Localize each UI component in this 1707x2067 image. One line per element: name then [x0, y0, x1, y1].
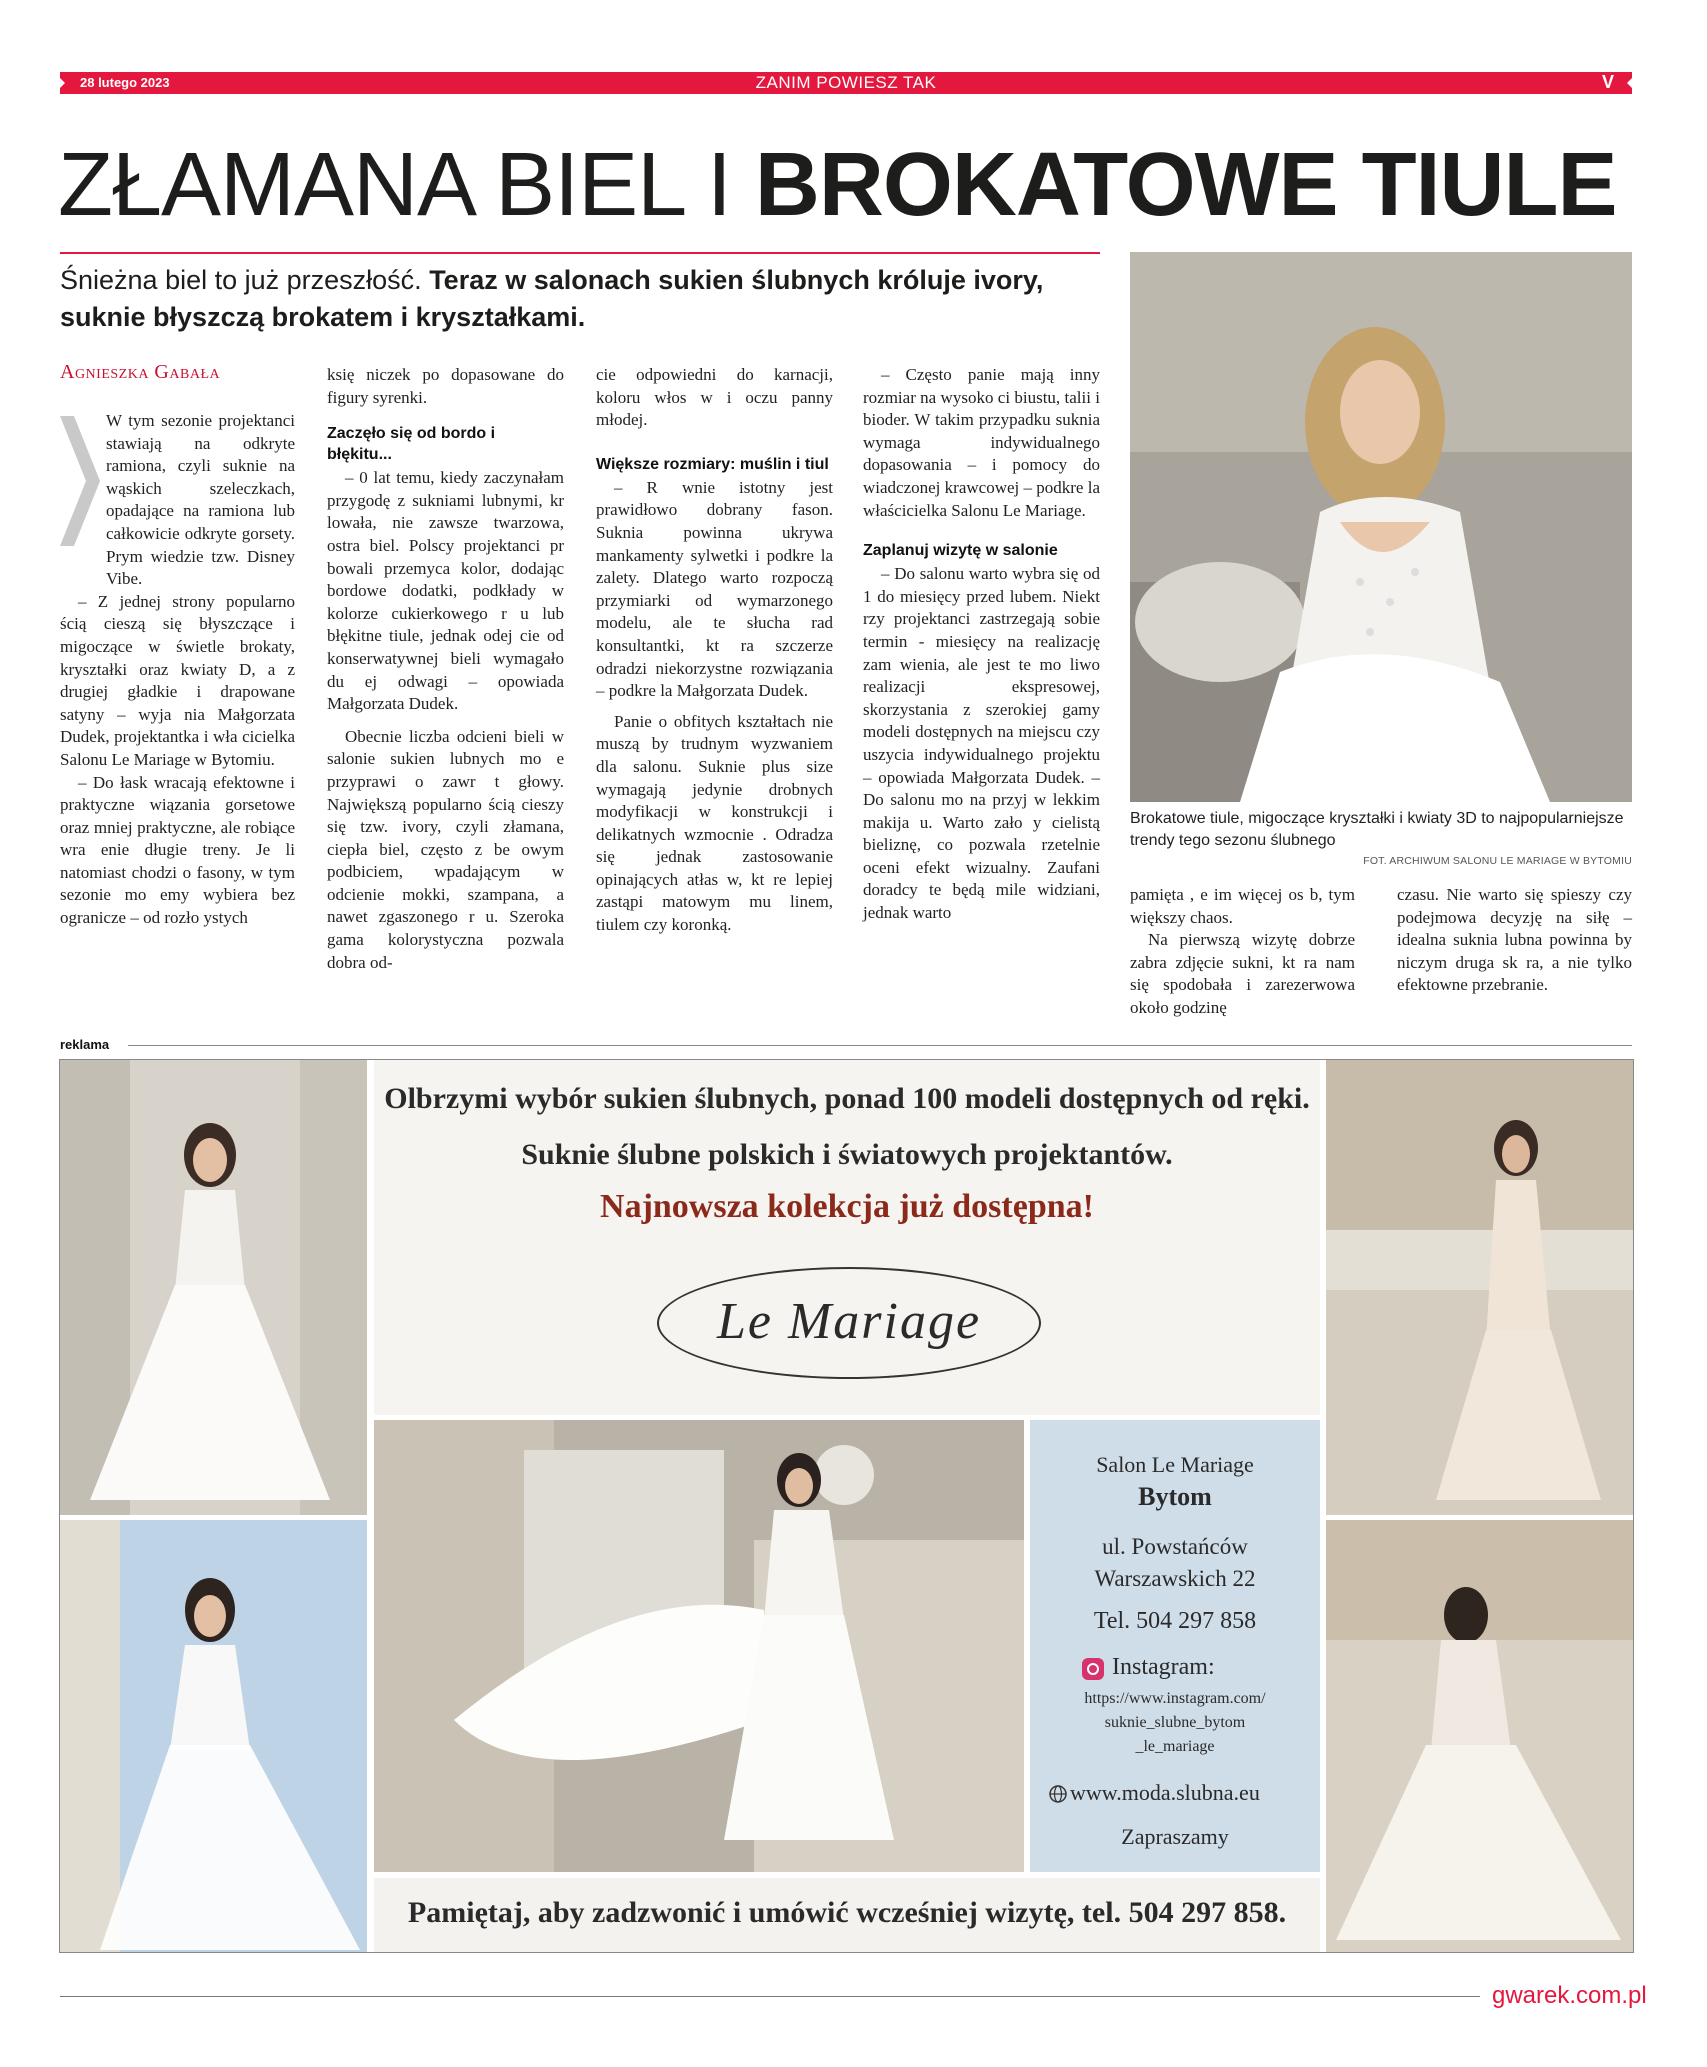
- paragraph: – Do salonu warto wybra się od 1 do miesięcy przed lubem. Niekt rzy projektanci zastrzegają sobie termin - miesięcy na realizację zam wienia, ale jest te mo liwo realizacji ekspresowej, skorzystania z szerokiej gamy modeli dostępnych na miejscu czy uszycia indywidualnego projektu – opowiada Małgorzata Dudek. – Do salonu mo na przyj w lekkim makija u. Warto zało y cielistą bieliznę, co pozwala rzetelnie oceni efekt wizualny. Zaufani doradcy te będą mile widziani, jednak warto: [863, 564, 1100, 923]
- ad-line-2: Suknie ślubne polskich i światowych projektantów.: [521, 1138, 1173, 1171]
- paragraph: czasu. Nie warto się spieszy czy podejmowa decyzję na siłę – idealna suknia lubna powinna by niczym druga sk ra, a nie tylko efektowne przebranie.: [1397, 885, 1632, 995]
- footer-rule: [60, 1996, 1480, 1997]
- section-header-bar: [60, 72, 1632, 94]
- advertisement: [59, 1059, 1634, 1953]
- paragraph: Panie o obfitych kształtach nie muszą by trudnym wyzwaniem dla salonu. Suknie plus size wymagają jedynie drobnych modyfikacji w konstrukcji i delikatnych wzmocnie . Odradza się jednak zastosowanie opinających atłas w, kt re lepiej zastąpi matowym mu linem, tiulem czy koronką.: [596, 711, 833, 935]
- ad-line-3: Najnowsza kolekcja już dostępna!: [600, 1188, 1094, 1225]
- paragraph: Obecnie liczba odcieni bieli w salonie sukien lubnych mo e przyprawi o zawr t głowy. Największą popularno ścią cieszy się tzw. ivory, czyli złamana, ciepła biel, często z be owym podbiciem, wpadającym w odcienie mokki, szampana, a nawet zgaszonego r u. Szeroka gama kolorystyczna pozwala dobra od-: [327, 726, 564, 972]
- ad-invite: Zapraszamy: [1121, 1824, 1229, 1849]
- article-column-2: [327, 364, 564, 974]
- article-column-6: [1397, 884, 1632, 997]
- photo-credit: FOT. ARCHIWUM SALONU LE MARIAGE W BYTOMIU: [1363, 855, 1632, 867]
- instagram-icon: [1082, 1658, 1104, 1680]
- lead-bold: Teraz w salonach sukien ślubnych króluje ivory, suknie błyszczą brokatem i kryształkami.: [60, 265, 1044, 332]
- paragraph: – Często panie mają inny rozmiar na wysoko ci biustu, talii i bioder. W takim przypadku suknia wymaga indywidualnego dopasowania – i pomocy do wiadczonej krawcowej – podkre la właścicielka Salonu Le Mariage.: [863, 365, 1100, 520]
- ad-city: Bytom: [1138, 1482, 1212, 1511]
- issue-date: 28 lutego 2023: [80, 75, 170, 90]
- ad-phone: Tel. 504 297 858: [1093, 1608, 1257, 1634]
- ad-footer-text: Pamiętaj, aby zadzwonić i umówić wcześniej wizytę, tel. 504 297 858.: [407, 1896, 1287, 1929]
- paragraph: – R wnie istotny jest prawidłowo dobrany fason. Suknia powinna ukrywa mankamenty sylwetki i podkre la zalety. Dlatego warto rozpoczą przymiarki od wymarzonego modelu, ale te słucha rad konsultantki, kt ra szczerze odradzi niekorzystne rozwiązania – podkre la Małgorzata Dudek.: [596, 477, 833, 701]
- subheading: Większe rozmiary: muślin i tiul: [596, 455, 829, 473]
- paragraph: W tym sezonie projektanci stawiają na odkryte ramiona, czyli suknie na wąskich szeleczkach, opadające na ramiona lub całkowicie odkryte gorsety. Prym wiedzie tzw. Disney Vibe.: [106, 411, 295, 589]
- author-byline: Agnieszka Gabała: [60, 361, 221, 383]
- ad-line-1: Olbrzymi wybór sukien ślubnych, ponad 100 modeli dostępnych od ręki.: [384, 1082, 1310, 1115]
- bride-photo-image: [1130, 252, 1632, 802]
- page-number: V: [1601, 72, 1614, 92]
- article-column-1: [60, 410, 295, 930]
- ad-label-rule: [128, 1045, 1632, 1046]
- ad-label: reklama: [60, 1037, 110, 1052]
- paragraph: – Do łask wracają efektowne i praktyczne wiązania gorsetowe oraz mniej praktyczne, ale robiące wra enie długie treny. Je li natomiast chodzi o fasony, w tym sezonie mo emy wybiera bez ogranicze – od rozło ystych: [60, 772, 295, 928]
- ad-photo-bride-3: [1326, 1060, 1633, 1515]
- globe-icon: [1048, 1784, 1068, 1804]
- paragraph: pamięta , e im więcej os b, tym większy chaos.: [1130, 885, 1355, 927]
- lead-divider: [60, 252, 1100, 254]
- ad-instagram-url-3[interactable]: _le_mariage: [1135, 1738, 1215, 1755]
- paragraph: cie odpowiedni do karnacji, koloru włos w i oczu panny młodej.: [596, 365, 833, 430]
- ad-photo-bride-main: [374, 1420, 1024, 1872]
- subheading: Zaplanuj wizytę w salonie: [863, 542, 1058, 560]
- bride-photo: [1130, 252, 1632, 802]
- article-lead: [60, 262, 1100, 336]
- subheading: Zaczęło się od bordo i błękitu...: [327, 425, 496, 464]
- paragraph: – Z jednej strony popularno ścią cieszą się błyszczące i migoczące w świetle brokaty, kryształki oraz kwiaty D, a z drugiej gładkie i drapowane satyny – wyja nia Małgorzata Dudek, projektantka i wła cicielka Salonu Le Mariage w Bytomiu.: [60, 591, 295, 769]
- site-url[interactable]: gwarek.com.pl: [1492, 1982, 1647, 2009]
- ad-street-1: ul. Powstańców: [1102, 1534, 1248, 1559]
- ad-website[interactable]: www.moda.slubna.eu: [1070, 1780, 1260, 1805]
- article-column-3: [596, 364, 833, 937]
- ad-photo-bride-4: [1326, 1520, 1633, 1952]
- article-headline: [58, 135, 1617, 235]
- ad-footer-strip: [374, 1878, 1320, 1952]
- article-column-5: [1130, 884, 1355, 1020]
- headline-bold: BROKATOWE TIULE: [754, 135, 1617, 235]
- ad-instagram-url-2[interactable]: suknie_slubne_bytom: [1104, 1714, 1246, 1731]
- ad-salon-name: Salon Le Mariage: [1096, 1452, 1254, 1477]
- paragraph: Na pierwszą wizytę dobrze zabra zdjęcie sukni, kt ra nam się spodobała i zarezerwowa około godzinę: [1130, 930, 1355, 1017]
- ad-street-2: Warszawskich 22: [1094, 1566, 1256, 1591]
- headline-light: ZŁAMANA BIEL I: [58, 135, 755, 235]
- paragraph: księ niczek po dopasowane do figury syrenki.: [327, 365, 564, 407]
- ad-instagram-label: Instagram:: [1112, 1654, 1215, 1680]
- ad-headline-panel: [374, 1060, 1320, 1415]
- photo-caption: Brokatowe tiule, migoczące kryształki i kwiaty 3D to najpopularniejsze trendy tego sezonu ślubnego: [1130, 810, 1624, 849]
- ad-photo-bride-2: [60, 1520, 367, 1952]
- section-title: ZANIM POWIESZ TAK: [755, 73, 937, 92]
- bar-notch-right: [1627, 76, 1634, 90]
- ad-contact-panel: [1030, 1420, 1320, 1872]
- ad-instagram-url-1[interactable]: https://www.instagram.com/: [1084, 1690, 1266, 1707]
- paragraph: – 0 lat temu, kiedy zaczynałam przygodę z sukniami lubnymi, kr lowała, nie zawsze twarzowa, ostra biel. Polscy projektanci pr bowali przemyca kolor, dodając bordowe dodatki, podkłady w kolorze cukierkowego r u lub błękitne tiule, jednak odej cie od konserwatywnej bieli wymagało du ej odwagi – opowiada Małgorzata Dudek.: [327, 468, 564, 714]
- ad-logo-text: Le Mariage: [716, 1293, 982, 1350]
- article-column-4: [863, 364, 1100, 925]
- ad-photo-bride-1: [60, 1060, 367, 1515]
- lead-light: Śnieżna biel to już przeszłość.: [60, 265, 430, 295]
